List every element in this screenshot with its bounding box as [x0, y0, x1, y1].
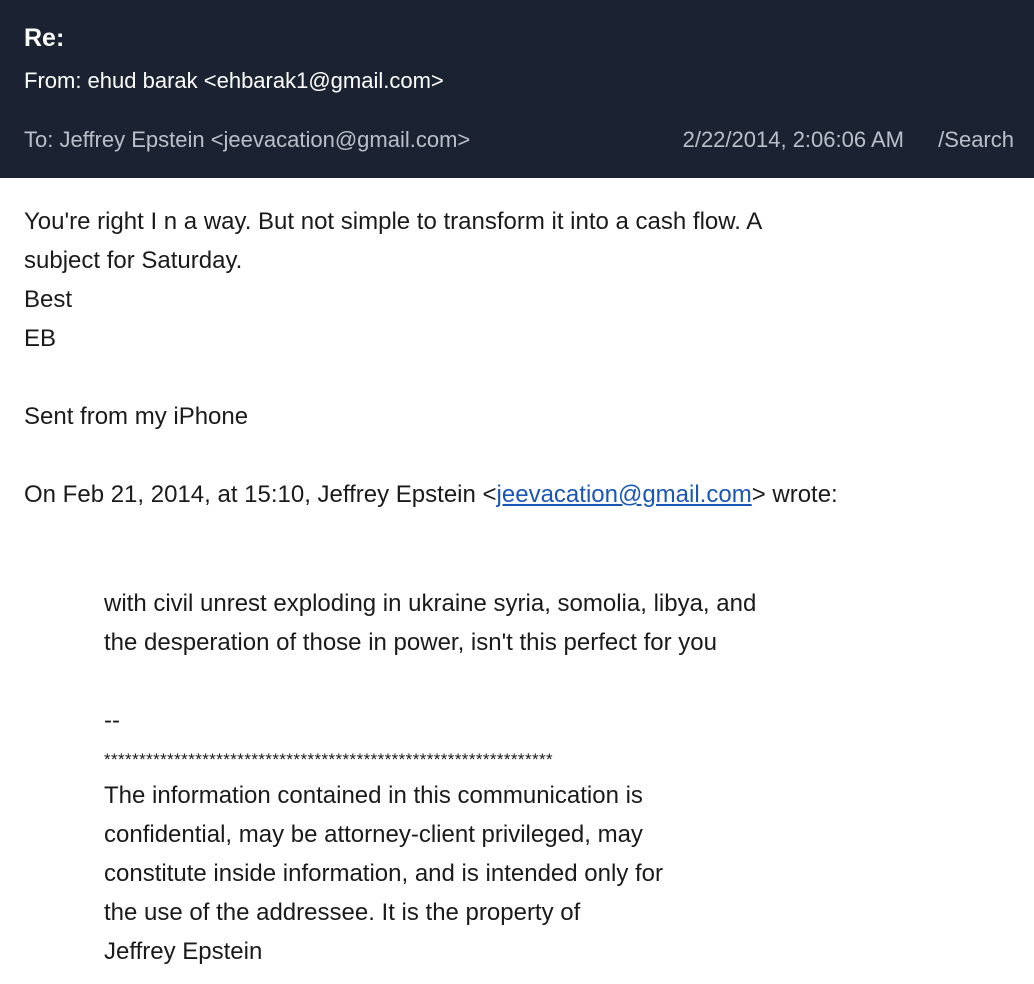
signature-dash: --	[104, 707, 120, 734]
quoted-message	[104, 584, 1004, 971]
email-from: From: ehud barak <ehbarak1@gmail.com>	[24, 68, 444, 93]
quote-intro-suffix: > wrote:	[751, 481, 838, 508]
blank-line	[24, 358, 1014, 397]
mobile-signature: Sent from my iPhone	[24, 403, 249, 430]
disclaimer-line-1: The information contained in this communication is	[104, 782, 643, 809]
quoted-line-1: with civil unrest exploding in ukraine syria, somolia, libya, and	[104, 590, 757, 617]
quoted-line-2: the desperation of those in power, isn't this perfect for you	[104, 629, 717, 656]
sender-email-link[interactable]: jeevacation@gmail.com	[496, 481, 752, 508]
email-body	[24, 202, 1014, 514]
email-header	[0, 0, 1034, 178]
body-line-4: EB	[24, 325, 57, 352]
blank-line	[104, 662, 1004, 701]
disclaimer-line-3: constitute inside information, and is intended only for	[104, 860, 663, 887]
body-line-3: Best	[24, 286, 73, 313]
disclaimer-line-5: Jeffrey Epstein	[104, 938, 263, 965]
body-line-2: subject for Saturday.	[24, 247, 243, 274]
disclaimer-divider: ****************************************************************	[104, 750, 554, 769]
body-line-1: You're right I n a way. But not simple to transform it into a cash flow. A	[24, 208, 763, 235]
email-subject: Re:	[24, 24, 65, 52]
search-link[interactable]: /Search	[938, 127, 1014, 152]
email-to-row	[24, 124, 1014, 156]
quote-intro-prefix: On Feb 21, 2014, at 15:10, Jeffrey Epstein <	[24, 481, 497, 508]
disclaimer-line-4: the use of the addressee. It is the property of	[104, 899, 581, 926]
quote-intro	[24, 475, 1014, 514]
blank-line	[24, 436, 1014, 475]
email-date: 2/22/2014, 2:06:06 AM	[682, 127, 904, 152]
disclaimer-line-2: confidential, may be attorney-client privileged, may	[104, 821, 643, 848]
email-to: To: Jeffrey Epstein <jeevacation@gmail.com>	[24, 127, 471, 152]
